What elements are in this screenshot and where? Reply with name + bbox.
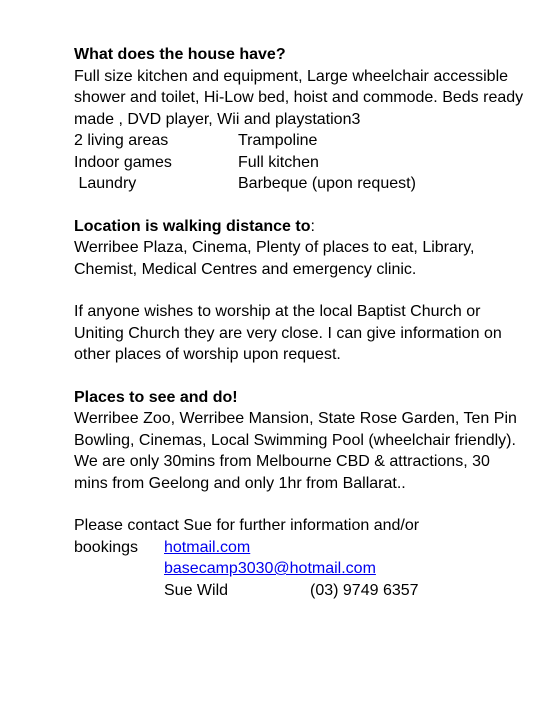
places-text: Werribee Zoo, Werribee Mansion, State Rose Garden, Ten Pin Bowling, Cinemas, Local Swimming Pool (wheelchair friendly). We are only 30mins from Melbourne CBD & attractions, 30 mins from Geelong and only 1hr from Ballarat.. [74, 410, 517, 492]
location-heading-suffix: : [310, 217, 315, 235]
places-heading: Places to see and do! [74, 388, 238, 406]
feature-row [74, 173, 524, 195]
contact-name: Sue Wild [164, 581, 229, 599]
document-page [74, 44, 524, 601]
contact-intro: Please contact Sue for further information and/or [74, 517, 420, 534]
worship-text: If anyone wishes to worship at the local Baptist Church or Uniting Church they are very close. I can give information on other places of worship upon request. [74, 303, 502, 363]
location-text: Werribee Plaza, Cinema, Plenty of places to eat, Library, Chemist, Medical Centres and emergency clinic. [74, 239, 475, 278]
feature-left: Indoor games [74, 153, 172, 171]
location-heading: Location is walking distance to [74, 217, 311, 235]
feature-row [74, 152, 524, 174]
hotmail-link[interactable]: hotmail.com [164, 538, 251, 556]
feature-right: Full kitchen [238, 153, 319, 171]
house-heading: What does the house have? [74, 46, 286, 63]
feature-left: Laundry [74, 175, 137, 192]
feature-right: Barbeque (upon request) [238, 175, 416, 192]
location-heading-line [74, 216, 524, 238]
contact-bookings-line [74, 537, 524, 559]
feature-row [74, 130, 524, 152]
feature-right: Trampoline [238, 132, 318, 149]
bookings-label: bookings [74, 538, 139, 556]
email-line [74, 558, 524, 580]
contact-name-line [74, 580, 524, 602]
house-description: Full size kitchen and equipment, Large wheelchair accessible shower and toilet, Hi-Low bed, hoist and commode. Beds ready made , DVD player, Wii and playstation3 [74, 67, 524, 128]
feature-left: 2 living areas [74, 132, 169, 149]
email-link[interactable]: basecamp3030@hotmail.com [164, 560, 376, 577]
contact-phone: (03) 9749 6357 [310, 581, 419, 599]
